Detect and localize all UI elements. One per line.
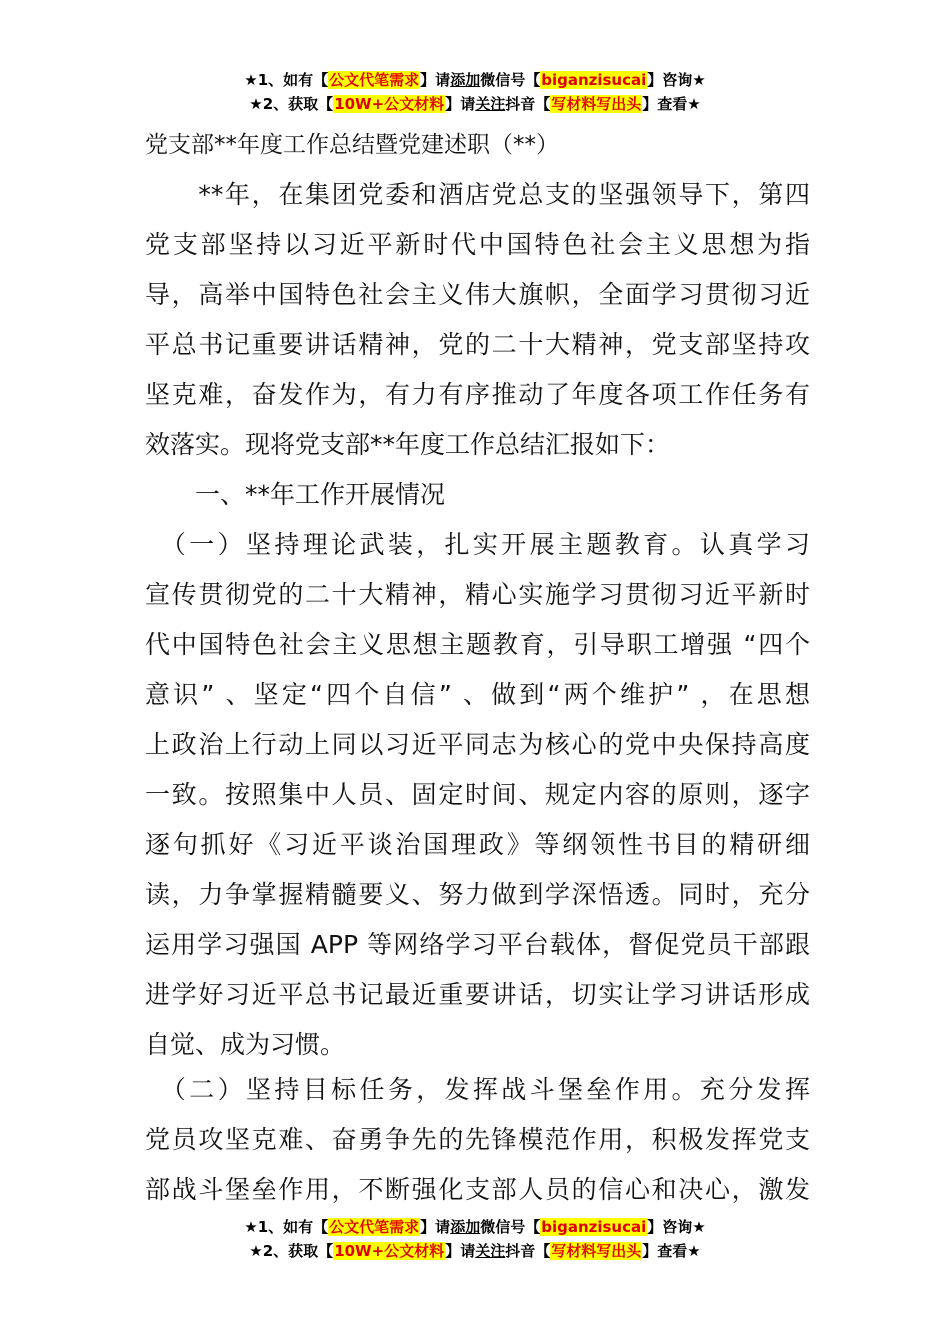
highlight-service: 公文代笔需求	[329, 71, 420, 89]
text-line: 平总书记重要讲话精神，党的二十大精神，党支部坚持攻	[145, 330, 810, 359]
document-title: 党支部**年度工作总结暨党建述职（**）	[145, 132, 559, 158]
text-line: 党支部坚持以习近平新时代中国特色社会主义思想为指	[145, 230, 810, 259]
text-line: 一致。按照集中人员、固定时间、规定内容的原则，逐字	[145, 780, 810, 809]
text-line: 坚克难，奋发作为，有力有序推动了年度各项工作任务有	[145, 380, 810, 409]
text-line: 效落实。现将党支部**年度工作总结汇报如下：	[145, 430, 671, 459]
banner-line-2: ★2、获取【10W+公文材料】请关注抖音【写材料写出头】查看★	[249, 1242, 701, 1260]
section-item-1	[145, 520, 810, 1070]
banner-line-1: ★1、如有【公文代笔需求】请添加微信号【biganzisucai】咨询★	[244, 1218, 706, 1236]
text-line: 导，高举中国特色社会主义伟大旗帜，全面学习贯彻习近	[145, 280, 810, 309]
text-line: 运用学习强国 APP 等网络学习平台载体，督促党员干部跟	[145, 930, 810, 959]
text-line: 上政治上行动上同以习近平同志为核心的党中央保持高度	[145, 730, 810, 759]
text-line: 自觉、成为习惯。	[145, 1030, 346, 1059]
highlight-service: 公文代笔需求	[329, 1218, 420, 1236]
section-item-2	[145, 1065, 810, 1215]
text-line: 代中国特色社会主义思想主题教育，引导职工增强 “四个	[145, 630, 810, 659]
text-line: **年，在集团党委和酒店党总支的坚强领导下，第四	[145, 180, 810, 209]
text-line: 宣传贯彻党的二十大精神，精心实施学习贯彻习近平新时	[145, 580, 810, 609]
banner-line-1: ★1、如有【公文代笔需求】请添加微信号【biganzisucai】咨询★	[244, 71, 706, 89]
banner-line-2: ★2、获取【10W+公文材料】请关注抖音【写材料写出头】查看★	[249, 95, 701, 113]
highlight-materials: 10W+公文材料	[334, 1242, 445, 1260]
highlight-materials: 10W+公文材料	[334, 95, 445, 113]
section-heading: 一、**年工作开展情况	[195, 480, 446, 509]
highlight-douyin-id: 写材料写出头	[551, 95, 642, 113]
text-line: 逐句抓好《习近平谈治国理政》等纲领性书目的精研细	[145, 830, 810, 859]
footer-banner	[0, 1215, 950, 1263]
highlight-douyin-id: 写材料写出头	[551, 1242, 642, 1260]
intro-paragraph	[145, 170, 810, 470]
text-line: 读，力争掌握精髓要义、努力做到学深悟透。同时，充分	[145, 880, 810, 909]
text-line: （二）坚持目标任务，发挥战斗堡垒作用。充分发挥	[145, 1075, 810, 1104]
header-banner	[0, 68, 950, 116]
text-line: （一）坚持理论武装，扎实开展主题教育。认真学习	[145, 530, 810, 559]
text-line: 进学好习近平总书记最近重要讲话，切实让学习讲话形成	[145, 980, 810, 1009]
text-line: 意识” 、坚定“四个自信” 、做到“两个维护” ，在思想	[145, 680, 810, 709]
text-line: 党员攻坚克难、奋勇争先的先锋模范作用，积极发挥党支	[145, 1125, 810, 1154]
text-line: 部战斗堡垒作用，不断强化支部人员的信心和决心，激发	[145, 1175, 810, 1204]
highlight-wechat-id: biganzisucai	[541, 1218, 647, 1236]
highlight-wechat-id: biganzisucai	[541, 71, 647, 89]
